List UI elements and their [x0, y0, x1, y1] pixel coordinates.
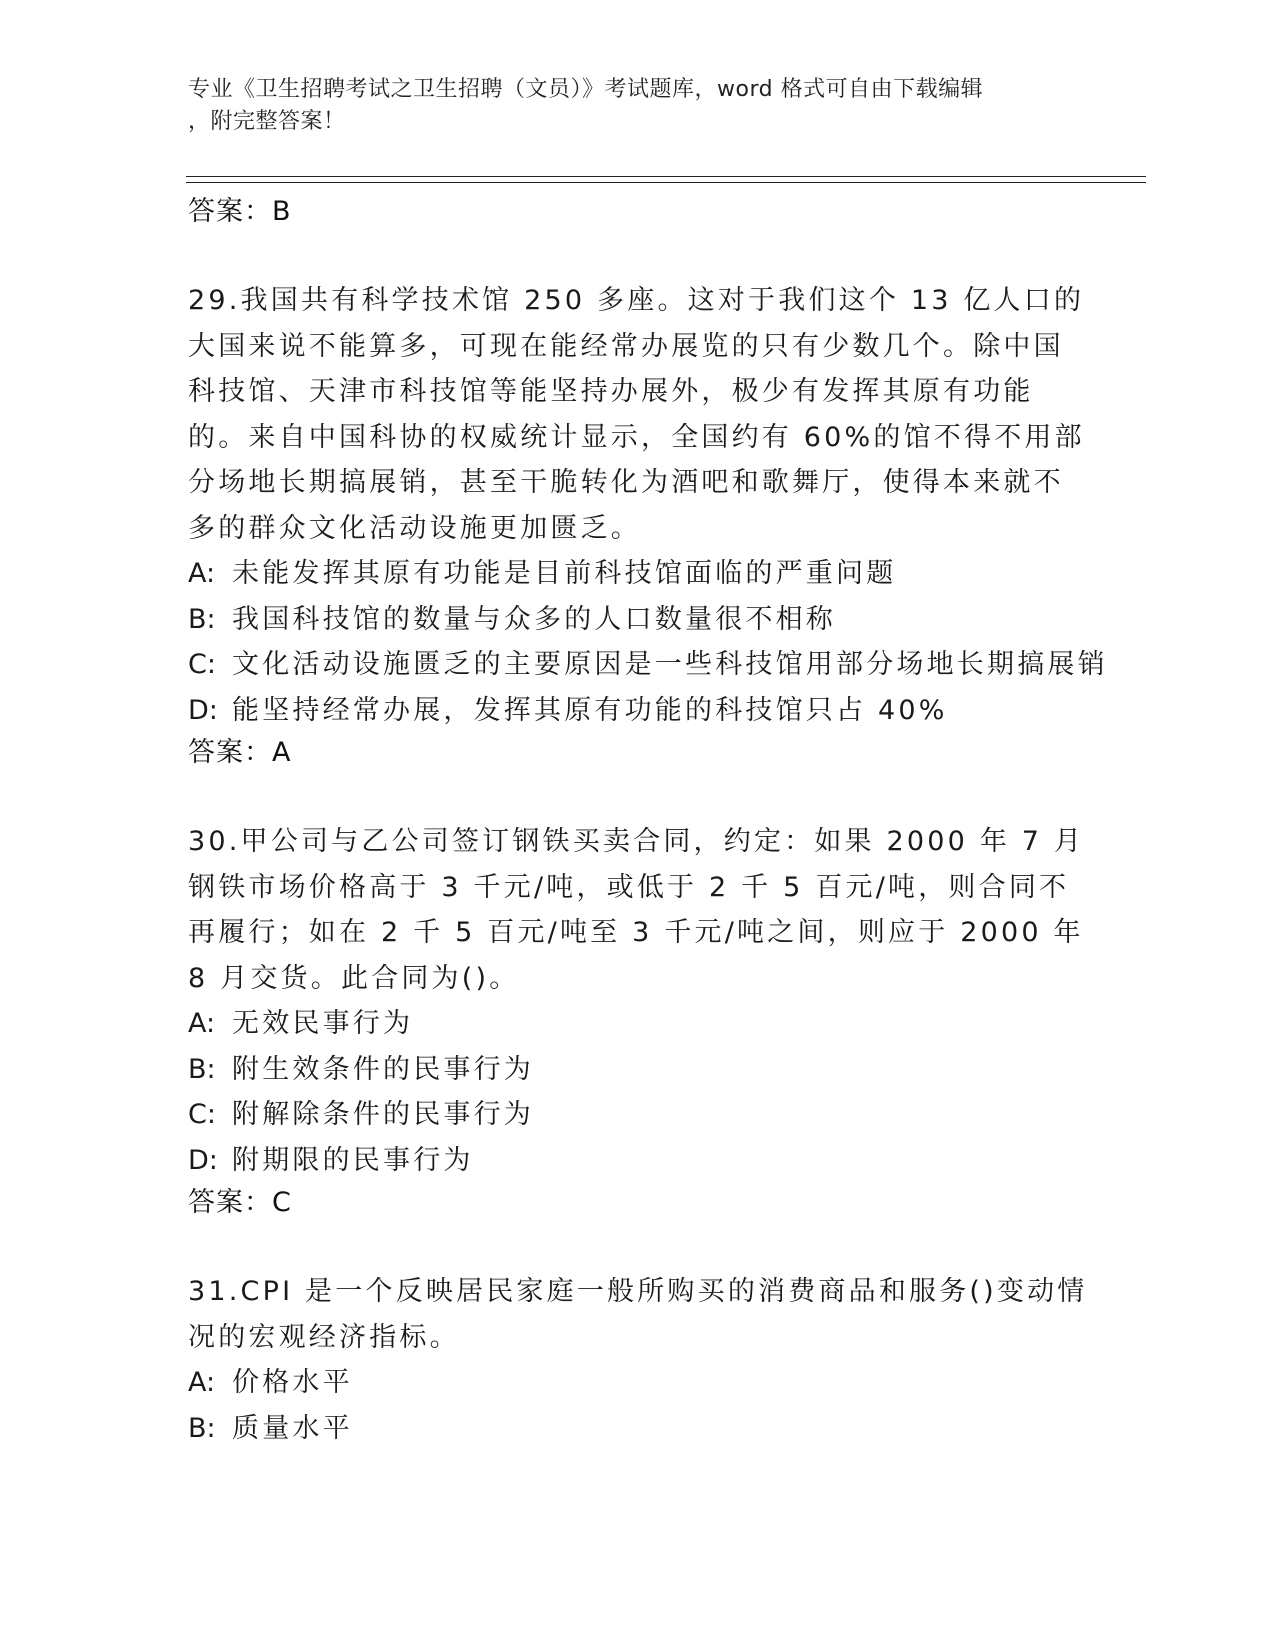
spacer — [188, 1223, 1088, 1269]
option-text: 文化活动设施匮乏的主要原因是一些科技馆用部分场地长期搞展销 — [232, 649, 1108, 680]
question-30-option-d — [188, 1138, 1088, 1184]
option-text: 未能发挥其原有功能是目前科技馆面临的严重问题 — [232, 558, 897, 589]
option-letter: C: — [188, 1099, 216, 1130]
question-30-option-b — [188, 1047, 1088, 1093]
answer-29: 答案：A — [188, 737, 292, 768]
question-29-option-a — [188, 551, 1088, 597]
question-31 — [188, 1269, 1088, 1451]
header-rule-bottom — [186, 182, 1146, 183]
option-text: 我国科技馆的数量与众多的人口数量很不相称 — [232, 603, 836, 635]
option-text: 价格水平 — [232, 1367, 353, 1398]
option-text: 附生效条件的民事行为 — [232, 1053, 534, 1085]
question-29-option-c — [188, 642, 1108, 688]
option-letter: A: — [188, 1008, 216, 1039]
option-letter: B: — [188, 603, 216, 635]
option-text: 无效民事行为 — [232, 1008, 414, 1039]
question-31-option-a — [188, 1360, 1088, 1406]
question-30-option-a — [188, 1001, 1088, 1047]
question-30-option-c — [188, 1092, 1088, 1138]
question-30 — [188, 819, 1088, 1223]
option-letter: B: — [188, 1412, 216, 1444]
question-31-option-b — [188, 1406, 1088, 1452]
header-rule-top — [186, 176, 1146, 177]
question-29 — [188, 278, 1108, 773]
question-30-stem: 30.甲公司与乙公司签订钢铁买卖合同，约定：如果 2000 年 7 月钢铁市场价格高于 3 千元/吨，或低于 2 千 5 百元/吨，则合同不再履行；如在 2 千 5 百元/吨至 3 千元/吨之间，则应于 2000 年 8 月交货。此合同为()。 — [188, 826, 1085, 994]
question-29-stem: 29.我国共有科学技术馆 250 多座。这对于我们这个 13 亿人口的大国来说不能算多，可现在能经常办展览的只有少数几个。除中国科技馆、天津市科技馆等能坚持办展外，极少有发挥其原有功能的。来自中国科协的权威统计显示，全国约有 60%的馆不得不用部分场地长期搞展销，甚至干脆转化为酒吧和歌舞厅，使得本来就不多的群众文化活动设施更加匮乏。 — [188, 285, 1085, 544]
document-body — [188, 192, 1108, 1451]
option-letter: C: — [188, 649, 216, 680]
question-29-option-b — [188, 597, 1088, 643]
option-letter: D: — [188, 694, 218, 726]
option-text: 附解除条件的民事行为 — [232, 1099, 534, 1130]
option-text: 质量水平 — [232, 1412, 353, 1444]
option-text: 附期限的民事行为 — [232, 1144, 474, 1176]
answer-30: 答案：C — [188, 1187, 292, 1218]
option-letter: D: — [188, 1144, 218, 1176]
spacer — [188, 232, 1088, 278]
spacer — [188, 773, 1088, 819]
option-letter: A: — [188, 558, 216, 589]
option-text: 能坚持经常办展，发挥其原有功能的科技馆只占 40% — [232, 694, 948, 726]
header-line-2: ，附完整答案！ — [188, 109, 346, 134]
page-header — [188, 74, 1068, 138]
header-line-1: 专业《卫生招聘考试之卫生招聘（文员）》考试题库，word 格式可自由下载编辑 — [188, 77, 984, 102]
question-29-option-d — [188, 688, 1088, 734]
option-letter: A: — [188, 1367, 216, 1398]
question-31-stem: 31.CPI 是一个反映居民家庭一般所购买的消费商品和服务()变动情况的宏观经济指标。 — [188, 1276, 1088, 1353]
option-letter: B: — [188, 1053, 216, 1085]
answer-28: 答案：B — [188, 196, 292, 227]
